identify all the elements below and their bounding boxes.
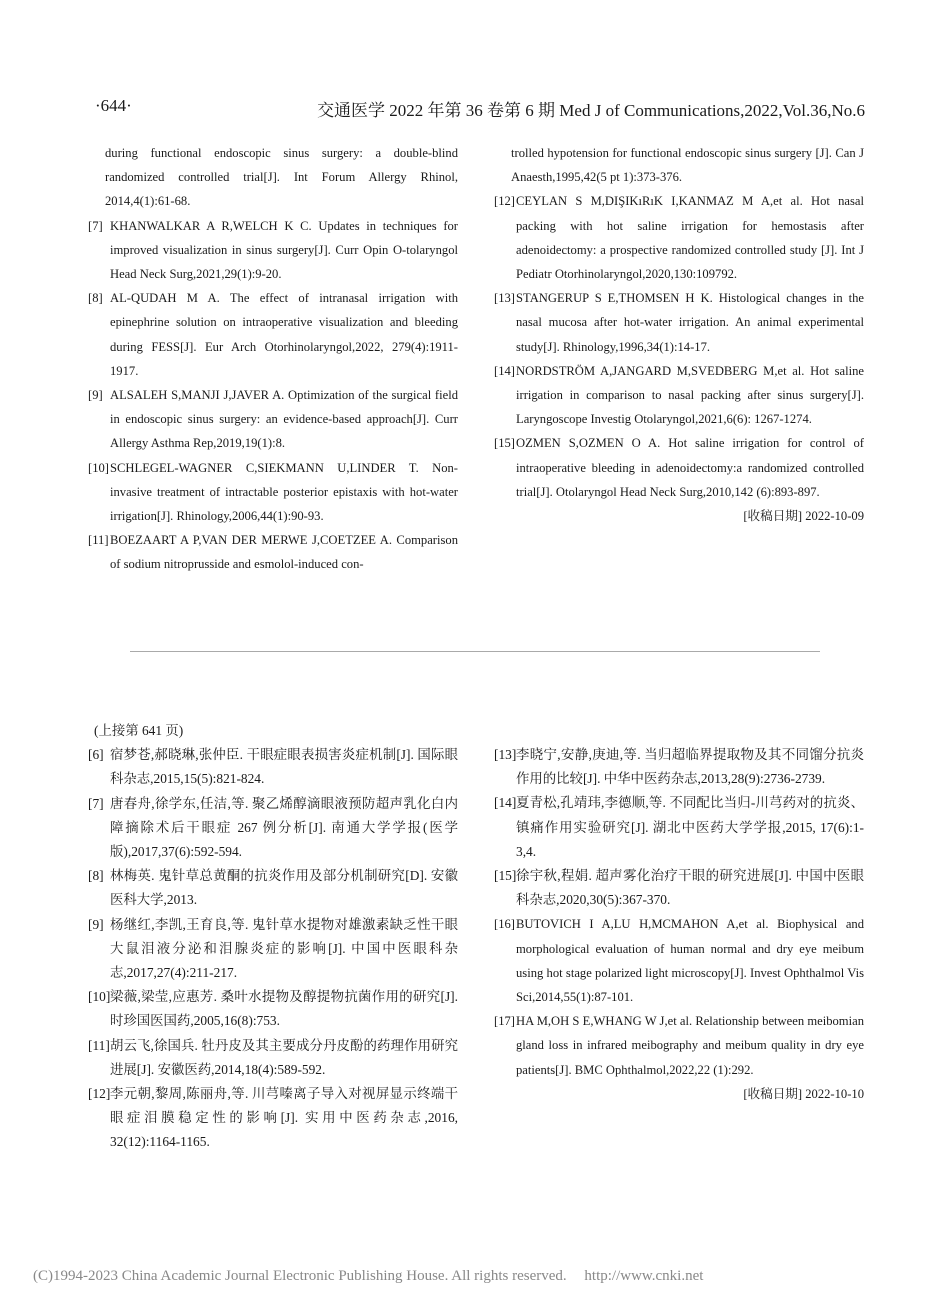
copyright-text: (C)1994-2023 China Academic Journal Electronic Publishing House. All rights reserved. — [33, 1268, 567, 1284]
reference-number: [9] — [88, 916, 104, 932]
reference-item: [12] CEYLAN S M,DIŞIKıRıK I,KANMAZ M A,et al. Hot nasal packing with hot saline irrigation for hemostasis after adenoidectomy: a prospective randomized controlled study [J]. Int J Pediatr Otorhinolaryngol,2020,130:109792. — [494, 189, 864, 286]
reference-number: [11] — [88, 1037, 110, 1053]
reference-item: [10] 梁薇,梁莹,应惠芳. 桑叶水提物及醇提物抗菌作用的研究[J]. 时珍国医国药,2005,16(8):753. — [88, 985, 458, 1033]
reference-number: [10] — [88, 989, 111, 1005]
reference-number: [13] — [494, 291, 515, 306]
reference-item: [6] 宿梦苍,郝晓琳,张仲臣. 干眼症眼表损害炎症机制[J]. 国际眼科杂志,2015,15(5):821-824. — [88, 743, 458, 791]
reference-number: [15] — [494, 436, 515, 451]
reference-item: [13] STANGERUP S E,THOMSEN H K. Histological changes in the nasal mucosa after hot-water irrigation. An animal experimental study[J]. Rhinology,1996,34(1):14-17. — [494, 286, 864, 359]
footer-url[interactable]: http://www.cnki.net — [584, 1268, 704, 1284]
running-header — [95, 96, 865, 118]
section-divider — [130, 651, 820, 652]
reference-item: [14] NORDSTRÖM A,JANGARD M,SVEDBERG M,et al. Hot saline irrigation in comparison to nasal packing after sinus surgery[J]. Laryngoscope Investig Otolaryngol,2021,6(6): 1267-1274. — [494, 359, 864, 432]
reference-item: [11] BOEZAART A P,VAN DER MERWE J,COETZEE A. Comparison of sodium nitroprusside and esmolol-induced con- — [88, 528, 458, 576]
received-date: [收稿日期] 2022-10-09 — [743, 509, 864, 524]
received-date: [收稿日期] 2022-10-10 — [743, 1086, 864, 1101]
reference-item: [9] ALSALEH S,MANJI J,JAVER A. Optimization of the surgical field in endoscopic sinus surgery: an evidence-based approach[J]. Curr Allergy Asthma Rep,2019,19(1):8. — [88, 383, 458, 456]
continued-note: (上接第 641 页) — [94, 723, 184, 738]
top-left-references — [88, 141, 458, 577]
reference-item: [13] 李晓宁,安静,庚迪,等. 当归超临界提取物及其不同馏分抗炎作用的比较[J]. 中华中医药杂志,2013,28(9):2736-2739. — [494, 743, 864, 791]
copyright-footer — [33, 1268, 703, 1285]
reference-number: [11] — [88, 533, 109, 548]
reference-number: [9] — [88, 388, 103, 403]
bottom-right-references — [494, 719, 864, 1106]
reference-number: [14] — [494, 363, 515, 378]
reference-item: [7] 唐春舟,徐学东,任洁,等. 聚乙烯醇滴眼液预防超声乳化白内障摘除术后干眼症 267 例分析[J]. 南通大学学报(医学版),2017,37(6):592-594. — [88, 792, 458, 865]
reference-number: [10] — [88, 460, 109, 475]
reference-number: [16] — [494, 917, 515, 932]
reference-item: [15] OZMEN S,OZMEN O A. Hot saline irrigation for control of intraoperative bleeding in adenoidectomy:a randomized controlled trial[J]. Otolaryngol Head Neck Surg,2010,142 (6):893-897. — [494, 431, 864, 504]
reference-number: [15] — [494, 868, 517, 884]
reference-number: [17] — [494, 1014, 515, 1029]
bottom-left-references — [88, 719, 458, 1155]
journal-title: 交通医学 2022 年第 36 卷第 6 期 Med J of Communications,2022,Vol.36,No.6 — [317, 101, 865, 120]
reference-item: [16] BUTOVICH I A,LU H,MCMAHON A,et al. Biophysical and morphological evaluation of human normal and dry eye meibum using hot stage polarized light microscopy[J]. Invest Ophthalmol Vis Sci,2014,55(1):87-101. — [494, 912, 864, 1009]
reference-item: [9] 杨继红,李凯,王育良,等. 鬼针草水提物对雄激素缺乏性干眼大鼠泪液分泌和泪腺炎症的影响[J]. 中国中医眼科杂志,2017,27(4):211-217. — [88, 913, 458, 986]
reference-item: [8] AL-QUDAH M A. The effect of intranasal irrigation with epinephrine solution on intraoperative visualization and bleeding during FESS[J]. Eur Arch Otorhinolaryngol,2022, 279(4):1911-1917. — [88, 286, 458, 383]
page-number: ·644· — [95, 96, 132, 115]
reference-item: during functional endoscopic sinus surgery: a double-blind randomized controlled trial[J]. Int Forum Allergy Rhinol, 2014,4(1):61-68. — [105, 146, 458, 209]
reference-number: [12] — [494, 194, 515, 209]
spacer — [494, 719, 864, 743]
reference-number: [8] — [88, 291, 103, 306]
top-right-references — [494, 141, 864, 528]
reference-item: [12] 李元朝,黎周,陈丽舟,等. 川芎嗪离子导入对视屏显示终端干眼症泪膜稳定性的影响[J]. 实用中医药杂志,2016, 32(12):1164-1165. — [88, 1082, 458, 1155]
reference-item: [11] 胡云飞,徐国兵. 牡丹皮及其主要成分丹皮酚的药理作用研究进展[J]. 安徽医药,2014,18(4):589-592. — [88, 1034, 458, 1082]
reference-number: [7] — [88, 218, 103, 233]
reference-item: [15] 徐宇秋,程娟. 超声雾化治疗干眼的研究进展[J]. 中国中医眼科杂志,2020,30(5):367-370. — [494, 864, 864, 912]
reference-item: [8] 林梅英. 鬼针草总黄酮的抗炎作用及部分机制研究[D]. 安徽医科大学,2013. — [88, 864, 458, 912]
reference-item: trolled hypotension for functional endoscopic sinus surgery [J]. Can J Anaesth,1995,42(5 pt 1):373-376. — [511, 146, 864, 185]
reference-number: [12] — [88, 1086, 111, 1102]
reference-number: [8] — [88, 868, 104, 884]
reference-item: [17] HA M,OH S E,WHANG W J,et al. Relationship between meibomian gland loss in infrared meibography and meibum quality in dry eye patients[J]. BMC Ophthalmol,2022,22 (1):292. — [494, 1009, 864, 1082]
reference-number: [13] — [494, 747, 517, 762]
reference-number: [7] — [88, 795, 104, 811]
reference-item: [10] SCHLEGEL-WAGNER C,SIEKMANN U,LINDER T. Non-invasive treatment of intractable posterior epistaxis with hot-water irrigation[J]. Rhinology,2006,44(1):90-93. — [88, 456, 458, 529]
reference-number: [14] — [494, 795, 517, 811]
reference-number: [6] — [88, 747, 104, 763]
reference-item: [7] KHANWALKAR A R,WELCH K C. Updates in techniques for improved visualization in sinus surgery[J]. Curr Opin O-tolaryngol Head Neck Surg,2021,29(1):9-20. — [88, 214, 458, 287]
reference-item: [14] 夏青松,孔靖玮,李德顺,等. 不同配比当归-川芎药对的抗炎、镇痛作用实验研究[J]. 湖北中医药大学学报,2015, 17(6):1-3,4. — [494, 791, 864, 864]
